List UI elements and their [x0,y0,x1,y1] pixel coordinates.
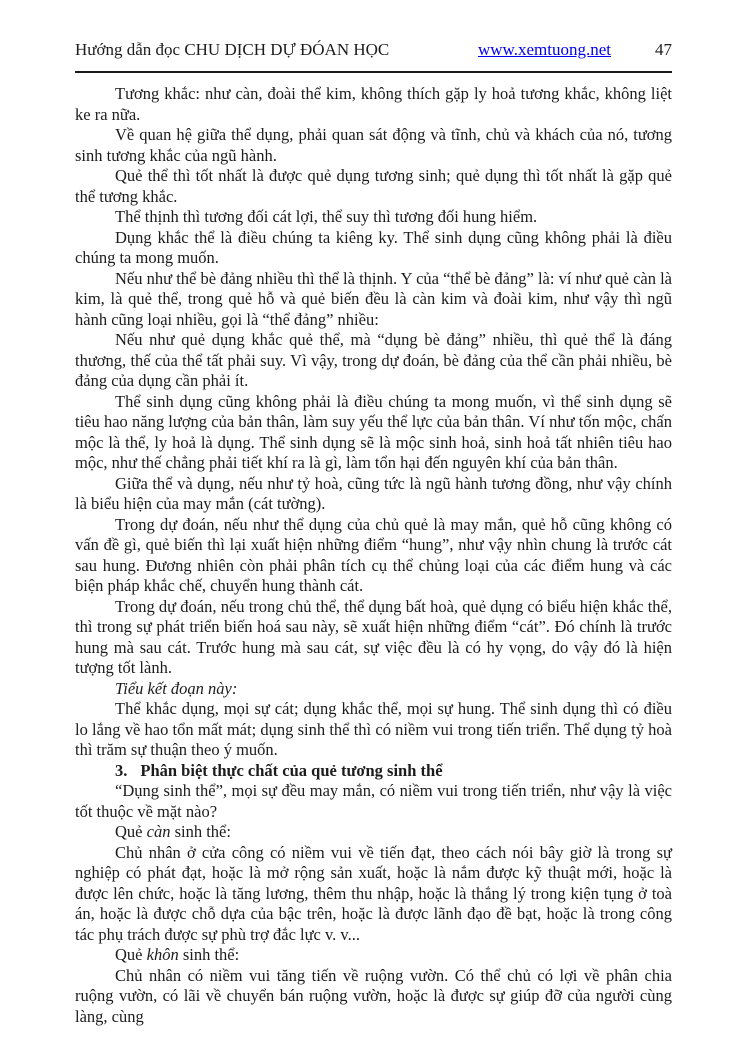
paragraph: Tương khắc: như càn, đoài thể kim, không thích gặp ly hoả tương khắc, không liệt ke ra nữa. [75,84,672,124]
paragraph: Nếu như thể bè đảng nhiều thì thể là thịnh. Y của “thể bè đảng” là: ví như quẻ càn là kim, là quẻ thể, trong quẻ hỗ và quẻ biến đều là càn kim và đoài kim, như vậy thì ngũ hành cũng loại nhiều, gọi là “thể đảng” nhiều: [75,268,672,329]
paragraph: Chủ nhân có niềm vui tăng tiến về ruộng vườn. Có thể chủ có lợi về phân chia ruộng vườn, có lãi về chuyển bán ruộng vườn, hoặc là được sự giúp đỡ của người cùng làng, cùng [75,965,672,1026]
page-body [75,84,672,1027]
paragraph: Chủ nhân ở cửa công có niềm vui về tiến đạt, theo cách nói bây giờ là trong sự nghiệp có phát đạt, hoặc là mở rộng sản xuất, hoặc là nắm được kỹ thuật mới, hoặc là được lên chức, hoặc là tăng lương, thêm thu nhập, hoặc là thắng lý trong kiện tụng ở toà án, hoặc là được chỗ dựa của bậc trên, hoặc là được lãnh đạo đề bạt, hoặc là trong công tác phụ trách được sự phù trợ đắc lực v. v... [75,842,672,944]
paragraph: Quẻ thể thì tốt nhất là được quẻ dụng tương sinh; quẻ dụng thì tốt nhất là gặp quẻ thể tương khắc. [75,166,672,206]
paragraph: Thể thịnh thì tương đối cát lợi, thể suy thì tương đối hung hiểm. [115,207,538,226]
subsection-summary-label: Tiểu kết đoạn này: [115,678,238,698]
paragraph: Trong dự đoán, nếu trong chủ thể, thể dụng bất hoà, quẻ dụng có biểu hiện khắc thể, thì trong sự phát triển biến hoá sau này, sẽ xuất hiện những điểm “cát”. Đó chính là trước hung mà sau cát. Trước hung mà sau cát, sự việc đều là có hy vọng, do vậy đó là hiện tượng tốt lành. [75,596,672,677]
paragraph: Thể khắc dụng, mọi sự cát; dụng khắc thể, mọi sự hung. Thể sinh dụng thì có điều lo lắng về hao tổn mất mát; dụng sinh thể thì có niềm vui trong tiến triển. Thể dụng tỷ hoà thì trăm sự thuận theo ý muốn. [75,699,672,759]
hexagram-label-khon [75,945,672,966]
paragraph: Thể sinh dụng cũng không phải là điều chúng ta mong muốn, vì thể sinh dụng sẽ tiêu hao năng lượng của bản thân, làm suy yếu thể lực của bản thân. Ví như tốn mộc, chấn mộc là thể, ly hoả là dụng. Thể sinh dụng sẽ là mộc sinh hoả, sinh hoả tất nhiên tiêu hao mộc, như thế chẳng phải tiết khí ra là gì, làm tổn hại đến nguyên khí của bản thân. [75,391,672,472]
header-rule [75,71,672,73]
header-title: Hướng dẫn đọc CHU DỊCH DỰ ĐÓAN HỌC [75,40,390,59]
paragraph: Về quan hệ giữa thể dụng, phải quan sát động và tĩnh, chủ và khách của nó, tương sinh tương khắc của ngũ hành. [75,125,672,165]
label-post: sinh thể: [170,822,231,841]
paragraph: Giữa thể và dụng, nếu như tỷ hoà, cũng tức là ngũ hành tương đồng, như vậy chính là biểu hiện của may mắn (cát tường). [75,473,672,513]
header-right-group [478,40,672,60]
hexagram-name: khôn [146,945,179,964]
website-link[interactable]: www.xemtuong.net [478,40,611,59]
label-pre: Quẻ [115,945,147,964]
section-number: 3. [115,760,128,780]
paragraph: Dụng khắc thể là điều chúng ta kiêng ky. Thể sinh dụng cũng không phải là điều chúng ta mong muốn. [75,227,672,267]
hexagram-name: càn [146,822,171,841]
page-number: 47 [655,40,672,59]
paragraph: Nếu như quẻ dụng khắc quẻ thể, mà “dụng bè đảng” nhiều, thì quẻ thể là đáng thương, thế của thể tất phải suy. Vì vậy, trong dự đoán, bè đảng của thể cần phải nhiều, bè đảng của dụng cần phải ít. [75,330,672,390]
hexagram-label-can [75,822,672,843]
section-heading [75,761,672,782]
page-header [75,40,672,60]
section-title: Phân biệt thực chất của quẻ tương sinh thể [140,760,443,780]
label-pre: Quẻ [115,822,147,841]
paragraph: Trong dự đoán, nếu như thể dụng của chủ quẻ là may mắn, quẻ hỗ cũng không có vấn đề gì, quẻ biến thì lại xuất hiện những điểm “hung”, như vậy nhìn chung là trước cát sau hung. Đương nhiên còn phải phân tích cụ thể chủng loại của các điểm hung và các biện pháp khắc chế, chuyển hung thành cát. [75,514,672,595]
label-post: sinh thể: [178,945,240,964]
paragraph: “Dụng sinh thể”, mọi sự đều may mắn, có niềm vui trong tiến triển, như vậy là việc tốt thuộc về mặt nào? [75,781,672,821]
